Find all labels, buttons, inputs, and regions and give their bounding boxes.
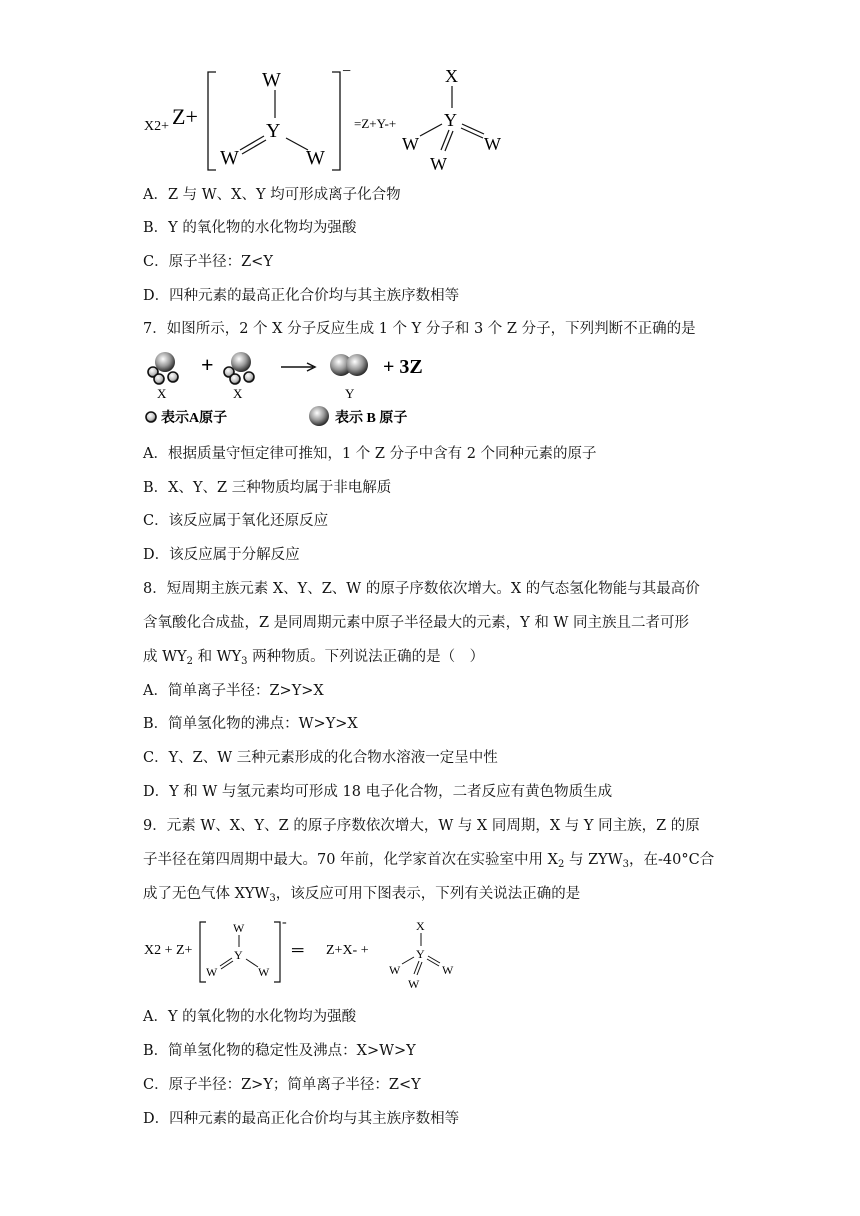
q9-anion-charge: - — [282, 915, 287, 930]
q8-stem-3a: 成 WY — [143, 649, 187, 665]
q9-product-left-w: W — [389, 963, 401, 977]
q9-anion-center-y: Y — [234, 948, 243, 962]
q6-cation: Z+ — [172, 104, 198, 129]
q7-y-molecule — [330, 354, 368, 376]
q7-option-a: A．根据质量守恒定律可推知，1 个 Z 分子中含有 2 个同种元素的原子 — [143, 446, 597, 462]
q6-product-bottom-w: W — [430, 154, 447, 174]
q6-product-bond-right-a — [462, 124, 484, 134]
q6-anion-bond-right — [286, 138, 308, 150]
q9-stem-3-sub: 3 — [269, 893, 276, 904]
q7-label-x1: X — [157, 386, 167, 401]
q7-legend-a-atom — [146, 412, 156, 422]
q6-lhs-prefix: X2+ — [144, 119, 170, 134]
q9-product-bottom-w: W — [408, 977, 420, 991]
q6-anion-center-y: Y — [266, 120, 281, 142]
q7-rhs: + 3Z — [383, 356, 423, 378]
q7-x-molecule-2 — [224, 352, 254, 384]
q9-anion-left-w: W — [206, 965, 218, 979]
q6-anion-charge: − — [342, 63, 352, 80]
q9-product-right-w: W — [442, 963, 454, 977]
q6-anion-top-w: W — [262, 69, 281, 91]
q9-anion-right-w: W — [258, 965, 270, 979]
q9-anion-top-w: W — [233, 921, 245, 935]
q9-anion-bond-left-a — [220, 958, 232, 966]
q9-product-bond-right-b — [427, 959, 439, 966]
q6-option-c: C．原子半径：Z<Y — [143, 254, 273, 270]
q7-x-molecule-1 — [148, 352, 178, 384]
q6-product-center-y: Y — [444, 110, 457, 130]
q7-label-y: Y — [345, 386, 355, 401]
q9-stem-line-3 — [143, 884, 580, 909]
q7-stem: 7．如图所示，2 个 X 分子反应生成 1 个 Y 分子和 3 个 Z 分子，下列判断不正确的是 — [143, 321, 696, 337]
q6-product-bond-bottom-b — [445, 131, 453, 151]
q6-option-a: A．Z 与 W、X、Y 均可形成离子化合物 — [143, 187, 401, 203]
q8-option-c: C．Y、Z、W 三种元素形成的化合物水溶液一定呈中性 — [143, 750, 498, 766]
q6-option-b: B．Y 的氧化物的水化物均为强酸 — [143, 220, 357, 236]
q8-stem-line-2: 含氧酸化合成盐，Z 是同周期元素中原子半径最大的元素，Y 和 W 同主族且二者可形 — [143, 615, 689, 631]
q6-equation-figure — [140, 62, 520, 180]
q7-option-b: B．X、Y、Z 三种物质均属于非电解质 — [143, 480, 392, 496]
q7-legend-b-text: 表示 B 原子 — [335, 411, 408, 426]
q7-x-plus: + — [201, 352, 214, 377]
q6-left-bracket — [208, 72, 216, 170]
q8-stem-3b: 和 WY — [192, 649, 242, 665]
q9-option-a: A．Y 的氧化物的水化物均为强酸 — [143, 1009, 357, 1025]
q9-option-b: B．简单氢化物的稳定性及沸点：X>W>Y — [143, 1043, 416, 1059]
q9-product-top-x: X — [416, 919, 425, 933]
q6-product-bond-bottom-a — [441, 130, 449, 150]
q9-anion-bond-right — [246, 959, 258, 967]
q6-anion-left-w: W — [220, 147, 239, 169]
q9-product-bond-left — [402, 957, 414, 964]
q9-product-bond-right-a — [428, 956, 440, 963]
q8-stem-3-sub1: 2 — [186, 656, 193, 667]
q6-right-bracket — [332, 72, 340, 170]
q6-product-top-x: X — [445, 66, 458, 86]
q7-molecule-figure — [143, 348, 453, 430]
q6-rhs-text: =Z+Y-+ — [354, 116, 397, 131]
q9-stem-2a: 子半径在第四周期中最大。70 年前，化学家首次在实验室中用 X — [143, 852, 558, 868]
q6-product-bond-left — [420, 124, 442, 136]
q9-lhs: X2 + Z+ — [144, 943, 193, 958]
q6-product-bond-right-b — [461, 128, 483, 138]
q9-stem-3b: ，该反应可用下图表示，下列有关说法正确的是 — [275, 886, 581, 902]
q9-stem-3a: 成了无色气体 XYW — [143, 886, 270, 902]
q9-option-c: C．原子半径：Z>Y；简单离子半径：Z<Y — [143, 1077, 421, 1093]
q7-legend-b-atom — [309, 406, 329, 426]
q9-anion-bond-left-b — [221, 961, 233, 969]
q7-option-d: D．该反应属于分解反应 — [143, 547, 300, 563]
q9-stem-2-sub: 2 — [558, 859, 565, 870]
q8-option-a: A．简单离子半径：Z>Y>X — [143, 683, 324, 699]
q9-stem-2-sub2: 3 — [622, 859, 630, 870]
q7-legend-a-text: 表示A原子 — [161, 411, 228, 426]
q9-stem-2b: 与 ZYW — [564, 852, 623, 868]
q9-stem-2c: ，在-40°C合 — [629, 852, 715, 868]
q9-stem-line-2 — [143, 850, 714, 875]
q8-stem-3-sub2: 3 — [241, 656, 248, 667]
q9-equals: ═ — [292, 942, 304, 959]
q6-product-right-w: W — [484, 134, 501, 154]
q9-right-bracket — [274, 922, 280, 982]
q9-rhs: Z+X- + — [326, 943, 369, 958]
q9-stem-line-1: 9．元素 W、X、Y、Z 的原子序数依次增大，W 与 X 同周期，X 与 Y 同主族，Z 的原 — [143, 818, 700, 834]
q9-option-d: D．四种元素的最高正化合价均与其主族序数相等 — [143, 1111, 460, 1127]
q6-product-left-w: W — [402, 134, 419, 154]
q8-option-b: B．简单氢化物的沸点：W>Y>X — [143, 716, 358, 732]
q9-equation-figure — [140, 914, 470, 994]
q8-stem-3c: 两种物质。下列说法正确的是（ ） — [247, 649, 485, 665]
q6-option-d: D．四种元素的最高正化合价均与其主族序数相等 — [143, 288, 460, 304]
q9-product-center-y: Y — [416, 947, 425, 961]
q7-label-x2: X — [233, 386, 243, 401]
q8-stem-line-1: 8．短周期主族元素 X、Y、Z、W 的原子序数依次增大。X 的气态氢化物能与其最高价 — [143, 581, 700, 597]
q7-option-c: C．该反应属于氧化还原反应 — [143, 513, 329, 529]
q6-anion-right-w: W — [306, 147, 325, 169]
q8-stem-line-3 — [143, 647, 484, 672]
q8-option-d: D．Y 和 W 与氢元素均可形成 18 电子化合物，二者反应有黄色物质生成 — [143, 784, 613, 800]
